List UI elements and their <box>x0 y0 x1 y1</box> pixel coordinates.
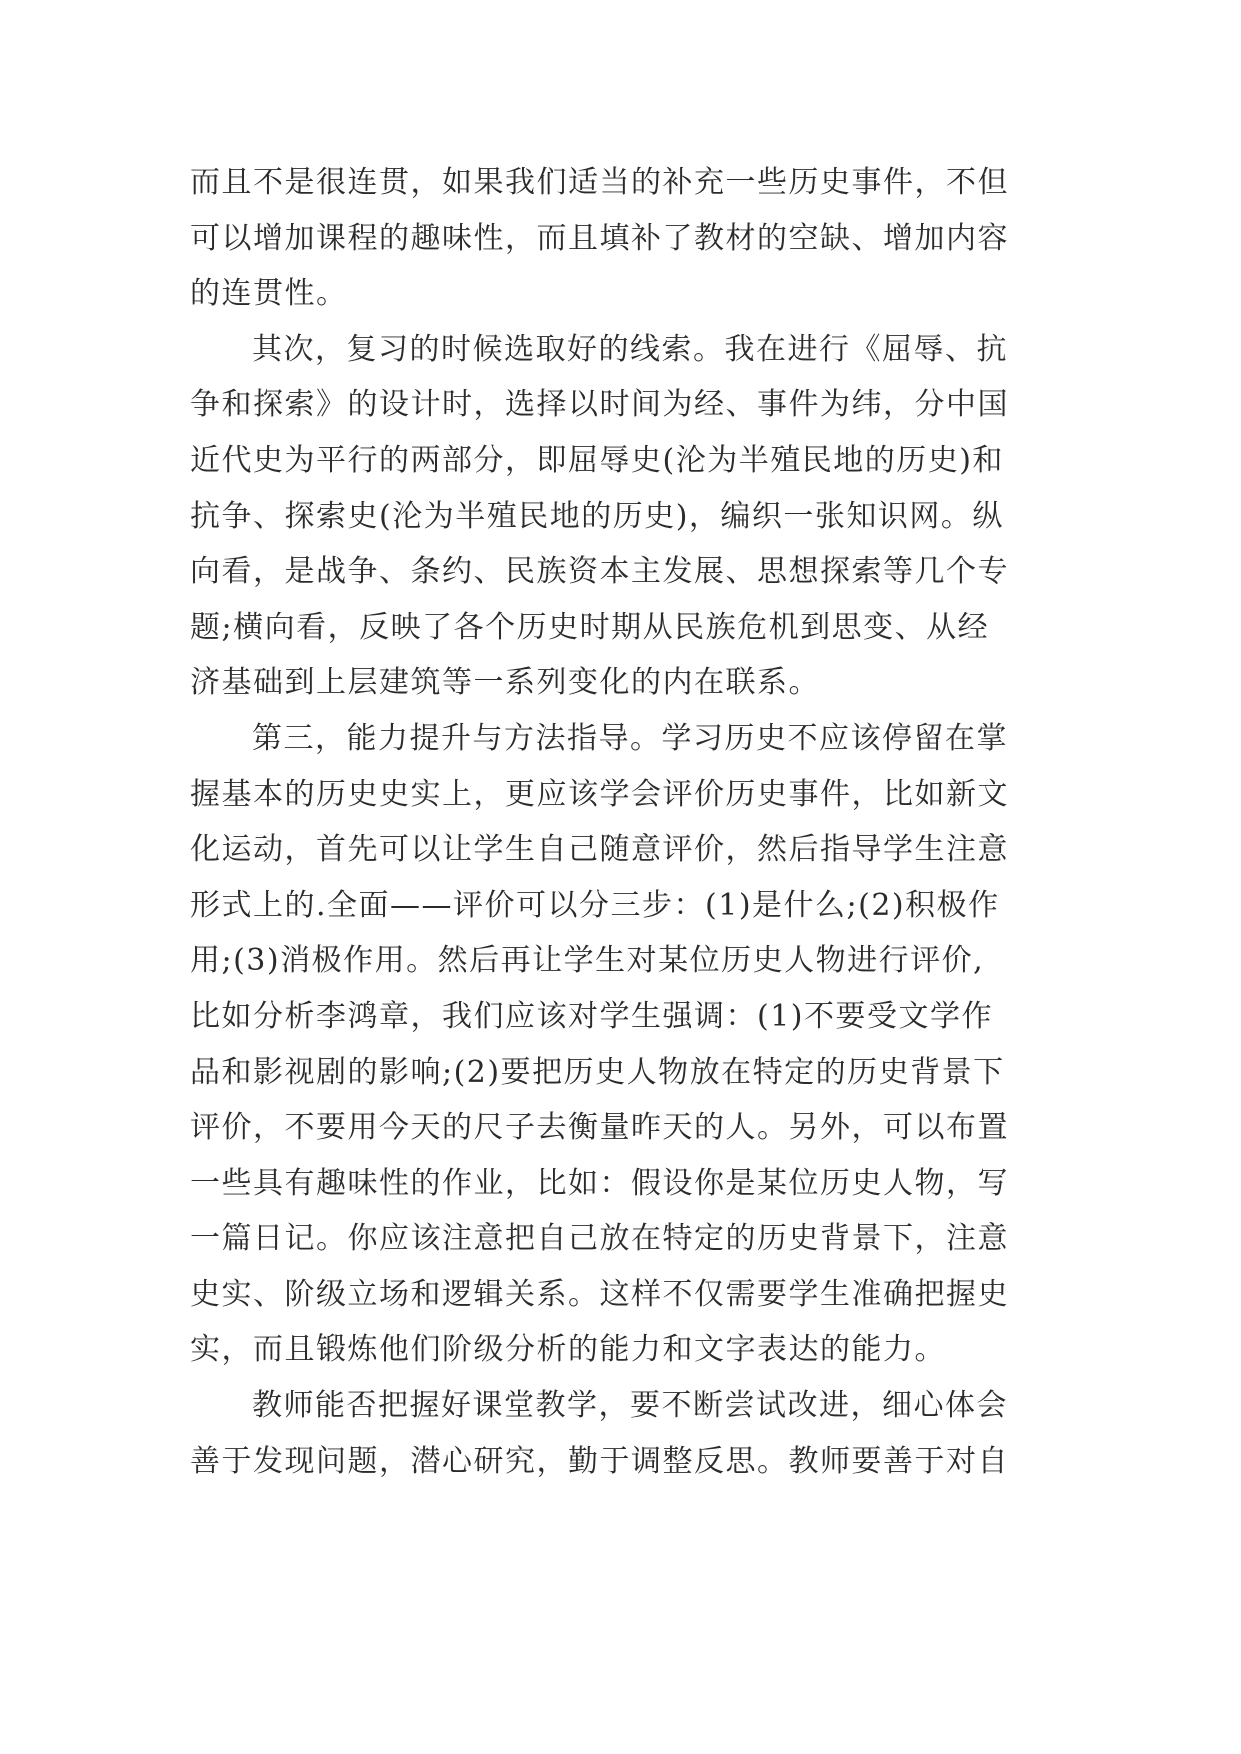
text-line: 握基本的历史史实上，更应该学会评价历史事件，比如新文 <box>190 776 1009 812</box>
body-text <box>190 155 1060 1489</box>
text-line: 品和影视剧的影响;(2)要把历史人物放在特定的历史背景下 <box>190 1054 1005 1090</box>
text-line: 史实、阶级立场和逻辑关系。这样不仅需要学生准确把握史 <box>190 1276 1009 1312</box>
text-line: 形式上的.全面——评价可以分三步：(1)是什么;(2)积极作 <box>190 887 1000 923</box>
text-line: 向看，是战争、条约、民族资本主发展、思想探索等几个专 <box>190 554 1009 590</box>
text-line: 争和探索》的设计时，选择以时间为经、事件为纬，分中国 <box>190 387 1009 423</box>
text-line: 济基础到上层建筑等一系列变化的内在联系。 <box>190 665 820 701</box>
text-line: 其次，复习的时候选取好的线索。我在进行《屈辱、抗 <box>252 331 1008 367</box>
text-line: 可以增加课程的趣味性，而且填补了教材的空缺、增加内容 <box>190 220 1009 256</box>
text-line: 善于发现问题，潜心研究，勤于调整反思。教师要善于对自 <box>190 1443 1009 1479</box>
text-line: 第三，能力提升与方法指导。学习历史不应该停留在掌 <box>252 720 1008 756</box>
text-line: 的连贯性。 <box>190 276 348 312</box>
text-line: 一些具有趣味性的作业，比如：假设你是某位历史人物，写 <box>190 1165 1009 1201</box>
text-line: 用;(3)消极作用。然后再让学生对某位历史人物进行评价, <box>190 943 985 979</box>
text-line: 实，而且锻炼他们阶级分析的能力和文字表达的能力。 <box>190 1332 946 1368</box>
text-line: 而且不是很连贯，如果我们适当的补充一些历史事件，不但 <box>190 165 1009 200</box>
text-line: 化运动，首先可以让学生自己随意评价，然后指导学生注意 <box>190 832 1009 868</box>
text-line: 一篇日记。你应该注意把自己放在特定的历史背景下，注意 <box>190 1221 1009 1257</box>
text-line: 教师能否把握好课堂教学，要不断尝试改进，细心体会 <box>252 1388 1008 1424</box>
text-line: 抗争、探索史(沦为半殖民地的历史)，编织一张知识网。纵 <box>190 498 1004 534</box>
text-line: 评价，不要用今天的尺子去衡量昨天的人。另外，可以布置 <box>190 1110 1009 1146</box>
text-line: 比如分析李鸿章，我们应该对学生强调：(1)不要受文学作 <box>190 998 993 1034</box>
text-line: 近代史为平行的两部分，即屈辱史(沦为半殖民地的历史)和 <box>190 442 1004 478</box>
text-line: 题;横向看，反映了各个历史时期从民族危机到思变、从经 <box>190 609 990 645</box>
